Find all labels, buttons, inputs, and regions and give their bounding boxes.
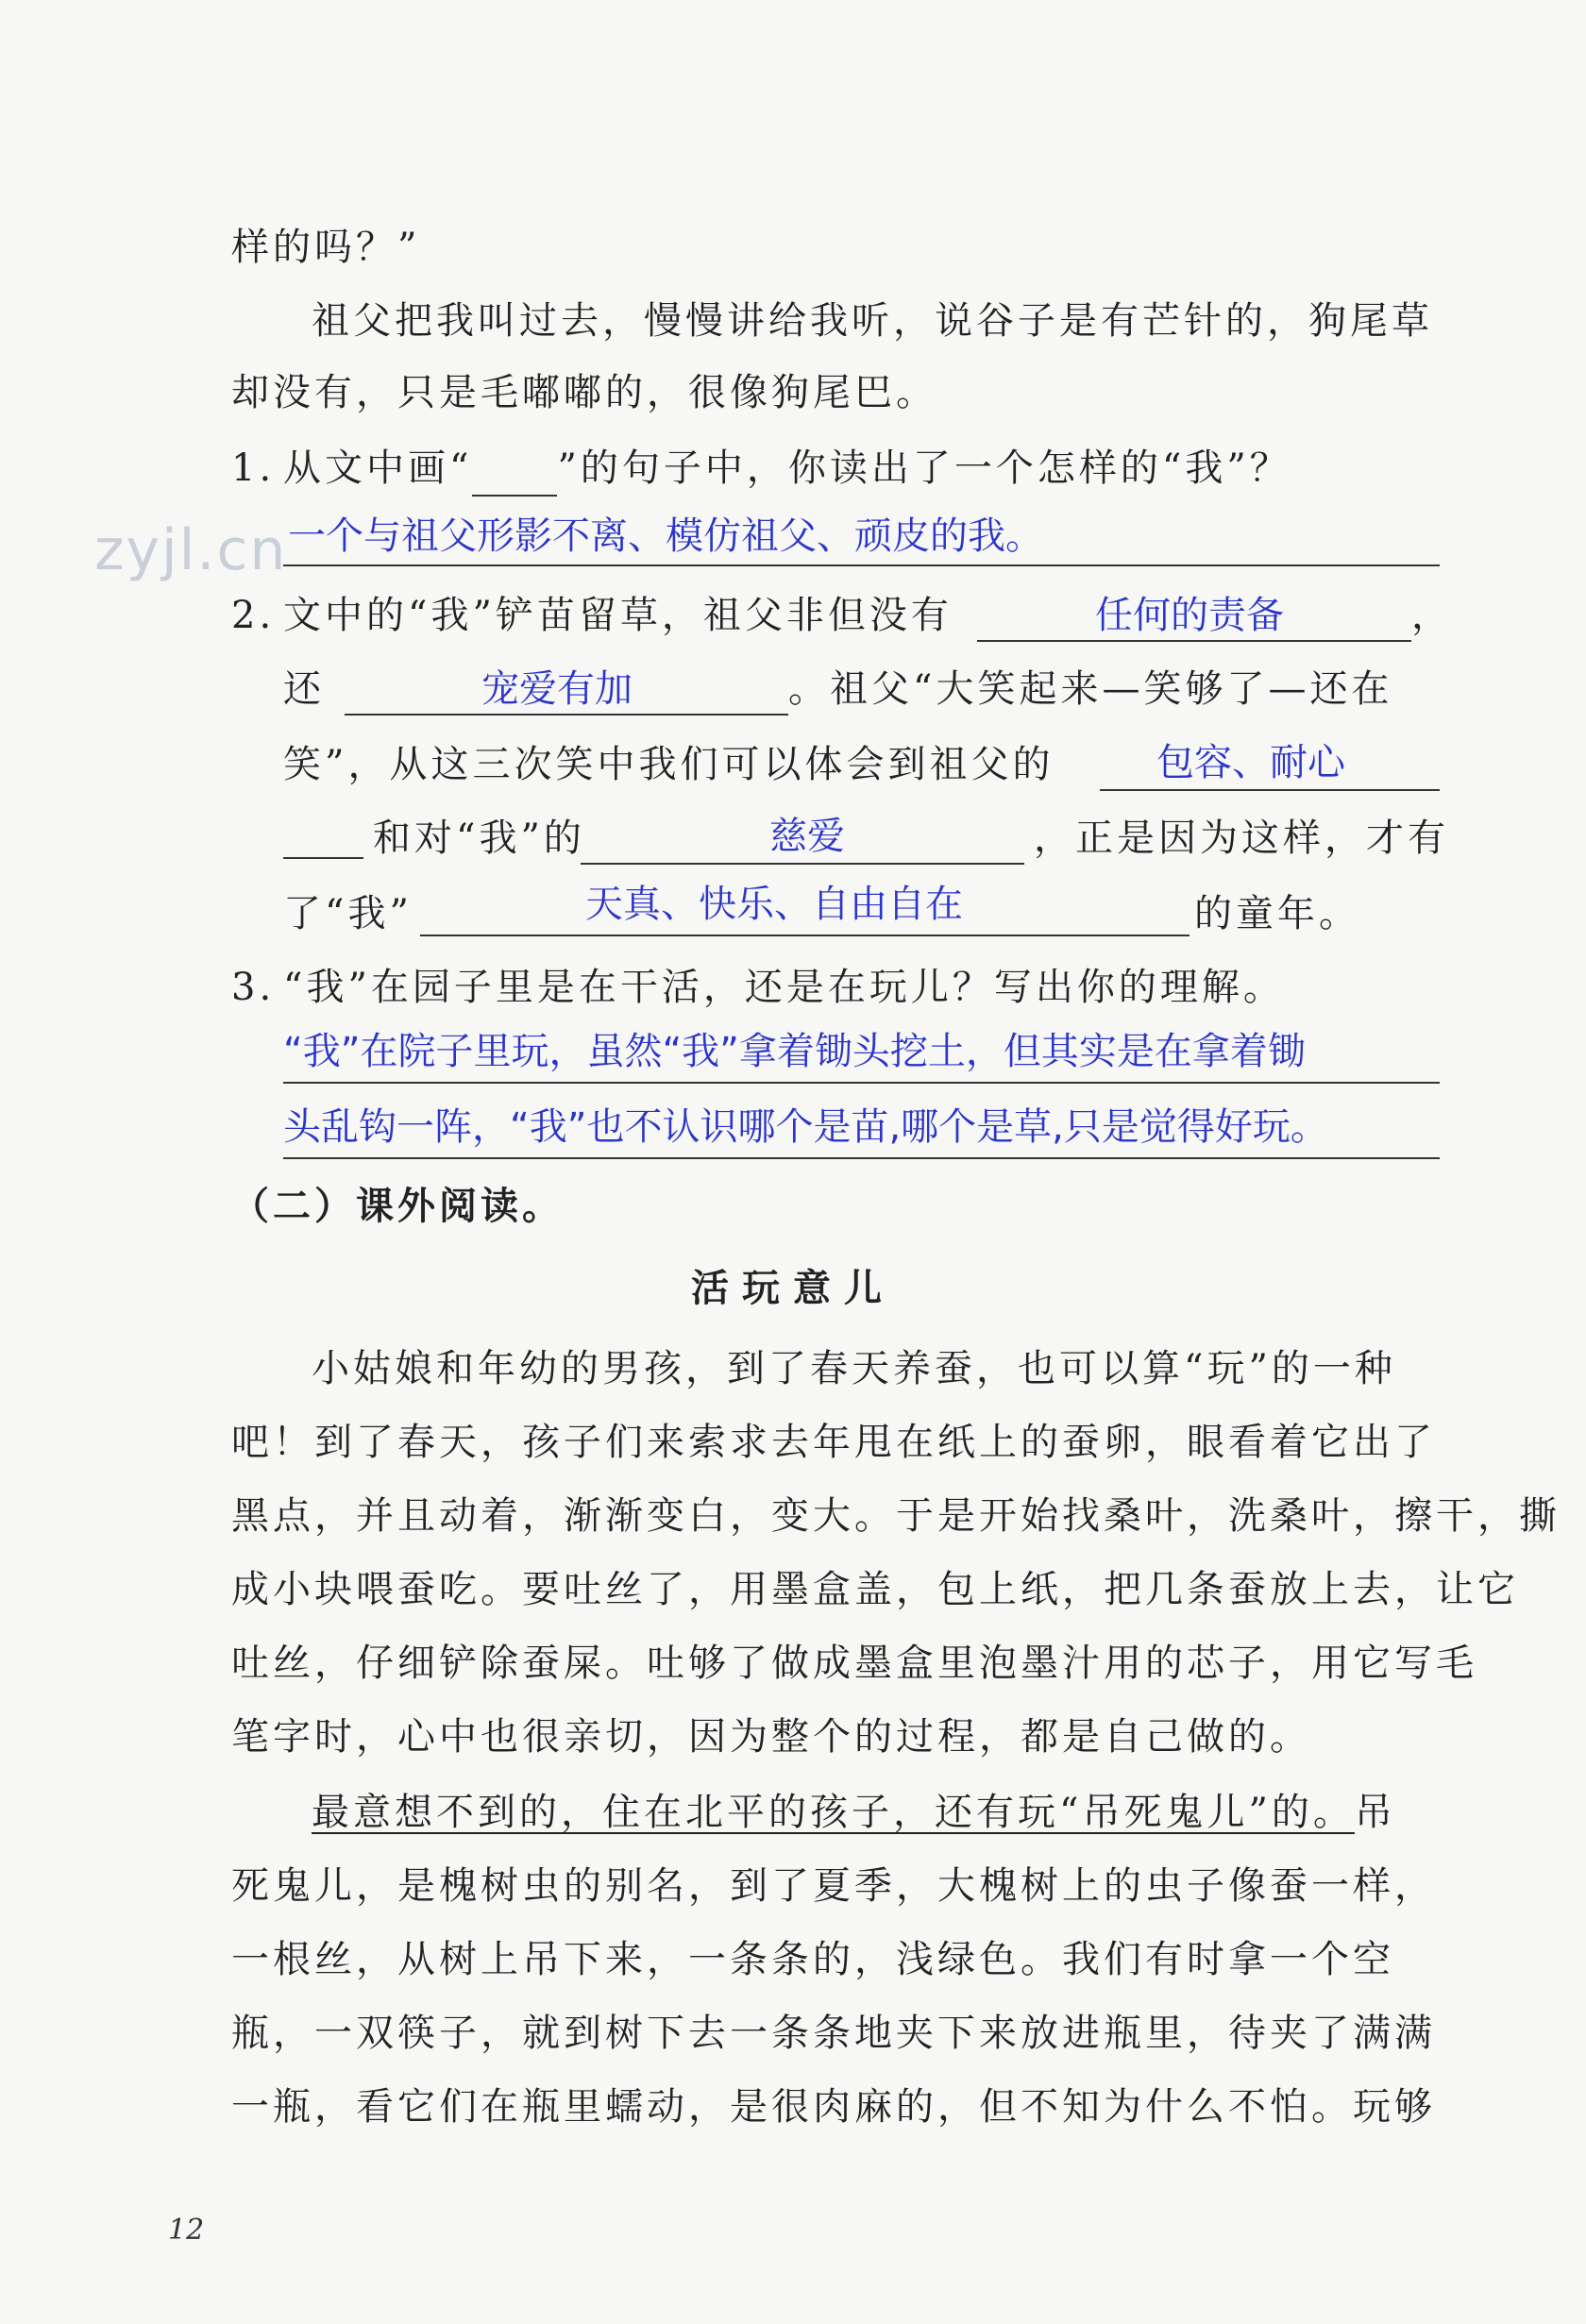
article-line: 一根丝，从树上吊下来，一条条的，浅绿色。我们有时拿一个空 bbox=[231, 1938, 1394, 1981]
article-line: 吧！到了春天，孩子们来索求去年甩在纸上的蚕卵，眼看着它出了 bbox=[231, 1421, 1436, 1464]
passage-line: 样的吗？” bbox=[231, 226, 421, 269]
answer-q2-blank-3: 包容、耐心 bbox=[1156, 741, 1345, 784]
answer-line bbox=[283, 1082, 1440, 1084]
question-number: 3. bbox=[231, 966, 276, 1009]
underline-mark-blank bbox=[472, 453, 557, 497]
question-text: 从文中画“ ”的句子中，你读出了一个怎样的“我”？ bbox=[283, 440, 1291, 497]
article-line: 吐丝，仔细铲除蚕屎。吐够了做成墨盒里泡墨汁用的芯子，用它写毛 bbox=[231, 1642, 1477, 1685]
article-line: 死鬼儿，是槐树虫的别名，到了夏季，大槐树上的虫子像蚕一样， bbox=[231, 1864, 1436, 1908]
article-line: 一瓶，看它们在瓶里蠕动，是很肉麻的，但不知为什么不怕。玩够 bbox=[231, 2085, 1436, 2129]
article-line: 成小块喂蚕吃。要吐丝了，用墨盒盖，包上纸，把几条蚕放上去，让它 bbox=[231, 1568, 1519, 1611]
page-number: 12 bbox=[168, 2214, 205, 2247]
answer-q2-blank-4: 慈爱 bbox=[769, 815, 845, 858]
passage-line: 祖父把我叫过去，慢慢讲给我听，说谷子是有芒针的，狗尾草 bbox=[312, 299, 1433, 343]
answer-q2-blank-1: 任何的责备 bbox=[1095, 594, 1284, 637]
question-number: 1. bbox=[231, 446, 276, 490]
blank-line bbox=[345, 714, 788, 716]
underlined-sentence: 最意想不到的，住在北平的孩子，还有玩“吊死鬼儿”的。 bbox=[312, 1791, 1355, 1834]
answer-line bbox=[283, 564, 1440, 566]
blank-line bbox=[1100, 789, 1440, 791]
blank-line bbox=[581, 863, 1024, 865]
article-line: 小姑娘和年幼的男孩，到了春天养蚕，也可以算“玩”的一种 bbox=[312, 1347, 1396, 1390]
answer-q2-blank-2: 宠爱有加 bbox=[481, 667, 633, 711]
watermark: zyjl.cn bbox=[94, 517, 288, 583]
workbook-page: zyjl.cn 样的吗？” 祖父把我叫过去，慢慢讲给我听，说谷子是有芒针的，狗尾草 却没有，只是毛嘟嘟的，很像狗尾巴。 1. 从文中画“ ”的句子中，你读出了一个怎样的“我”？ 一个与祖父形影不离、模仿祖父、顽皮的我。 2. 文中的“我”铲苗留草，祖父非但没有 ， 任何的责备 还 。祖父“大笑起来—笑够了—还在 宠爱有加 笑”，从这三次笑中我们可以体会到祖父的 包容、耐心 和对“我”的 ，正是因为这样，才有 慈爱 了“我” 的童年。 天真、快乐、自由自在 3. “我”在园子里是在干活，还是在玩儿？写出你的理解。 “我”在院子里玩，虽然“我”拿着锄头挖土，但其实是在拿着锄 头乱钩一阵，“我”也不认识哪个是苗,哪个是草,只是觉得好玩。 （二）课外阅读。 活玩意儿 小姑娘和年幼的男孩，到了春天养蚕，也可以算“玩”的一种 吧！到了春天，孩子们来索求去年甩在纸上的蚕卵，眼看着它出了 黑点，并且动着，渐渐变白，变大。于是开始找桑叶，洗桑叶，擦干，撕 成小块喂蚕吃。要吐丝了，用墨盒盖，包上纸，把几条蚕放上去，让它 吐丝，仔细铲除蚕屎。吐够了做成墨盒里泡墨汁用的芯子，用它写毛 笔字时，心中也很亲切，因为整个的过程，都是自己做的。 最意想不到的，住在北平的孩子，还有玩“吊死鬼儿”的。吊 死鬼儿，是槐树虫的别名，到了夏季，大槐树上的虫子像蚕一样， 一根丝，从树上吊下来，一条条的，浅绿色。我们有时拿一个空 瓶，一双筷子，就到树下去一条条地夹下来放进瓶里，待夹了满满 一瓶，看它们在瓶里蠕动，是很肉麻的，但不知为什么不怕。玩够 12 bbox=[0, 0, 1586, 2324]
answer-q3-line-2: 头乱钩一阵，“我”也不认识哪个是苗,哪个是草,只是觉得好玩。 bbox=[283, 1105, 1328, 1149]
blank-line-continued bbox=[283, 810, 363, 859]
answer-q3-line-1: “我”在院子里玩，虽然“我”拿着锄头挖土，但其实是在拿着锄 bbox=[283, 1030, 1306, 1073]
article-title: 活玩意儿 bbox=[691, 1266, 895, 1310]
blank-line bbox=[977, 640, 1411, 642]
article-line: 最意想不到的，住在北平的孩子，还有玩“吊死鬼儿”的。吊 bbox=[312, 1791, 1396, 1834]
article-line: 黑点，并且动着，渐渐变白，变大。于是开始找桑叶，洗桑叶，擦干，撕 bbox=[231, 1494, 1561, 1538]
answer-line bbox=[283, 1157, 1440, 1159]
question-number: 2. bbox=[231, 594, 276, 637]
answer-q2-blank-5: 天真、快乐、自由自在 bbox=[585, 883, 963, 926]
blank-line bbox=[420, 935, 1190, 936]
answer-q1: 一个与祖父形影不离、模仿祖父、顽皮的我。 bbox=[288, 514, 1043, 558]
article-line: 瓶，一双筷子，就到树下去一条条地夹下来放进瓶里，待夹了满满 bbox=[231, 2012, 1436, 2055]
article-line: 笔字时，心中也很亲切，因为整个的过程，都是自己做的。 bbox=[231, 1715, 1311, 1759]
section-heading: （二）课外阅读。 bbox=[231, 1184, 564, 1228]
passage-line: 却没有，只是毛嘟嘟的，很像狗尾巴。 bbox=[231, 371, 937, 414]
